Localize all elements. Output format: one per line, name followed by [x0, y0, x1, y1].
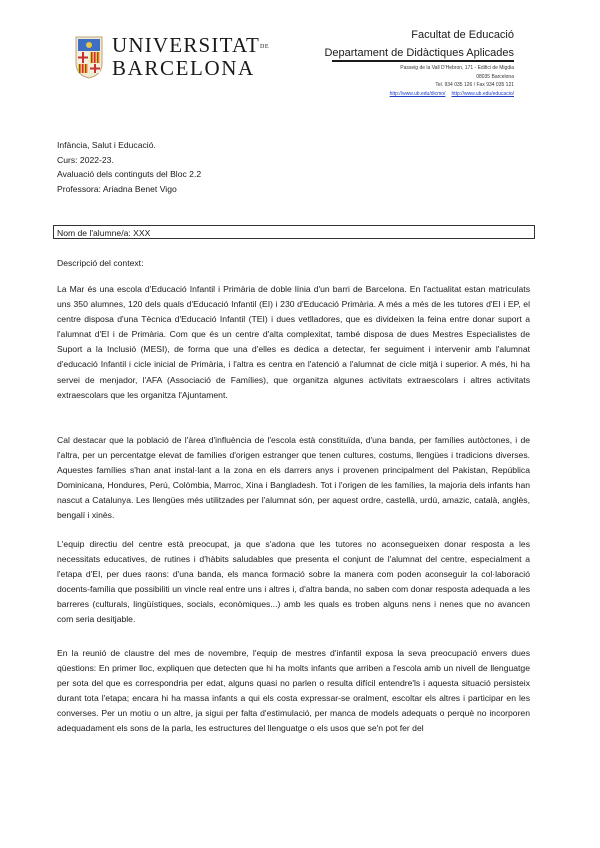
department-name: Departament de Didàctiques Aplicades	[324, 47, 514, 59]
subject-line: Infància, Salut i Educació.	[57, 140, 156, 150]
link-educacio[interactable]: http://www.ub.edu/educacio/	[451, 90, 514, 97]
course-line: Curs: 2022-23.	[57, 154, 114, 165]
context-paragraph-4	[57, 646, 530, 737]
teacher-line: Professora: Ariadna Benet Vigo	[57, 183, 177, 194]
university-logo	[74, 33, 270, 85]
context-paragraph-1	[57, 282, 530, 403]
paragraph-text: En la reunió de claustre del mes de novembre, l'equip de mestres d'infantil exposa la seva preocupació envers dues qüestions: En primer lloc, expliquen que detecten que hi ha molts infants que arriben a l'escola amb un nivell de llenguatge per sota del que es correspondria per edat, alguns quasi no parlen o resulta difícil entendre'ls i aquesta situació persisteix durant tota l'etapa; encara hi ha massa infants a qui els costa expressar-se oralment, escoltar els altres i participar en les converses. Per un motiu o un altre, ja sigui per falta d'estimulació, per manca de models adequats o perquè no incorporen adequadament els sons de la parla, les estructures del llenguatge o els usos que se'n pot fer del	[57, 648, 530, 734]
faculty-name: Facultat de Educació	[411, 29, 514, 41]
context-paragraph-2	[57, 433, 530, 524]
faculty-header	[324, 28, 514, 60]
student-name-field: Nom de l'alumne/a: XXX	[53, 225, 535, 239]
context-heading: Descripció del context:	[57, 258, 144, 268]
university-crest-icon	[74, 33, 104, 79]
header-divider	[332, 60, 514, 62]
address-line-2: 08035 Barcelona	[476, 73, 514, 80]
faculty-address	[390, 64, 514, 98]
logo-line1-suffix: DE	[260, 44, 270, 51]
phone-line: Tel. 934 035 126 / Fax 934 035 121	[435, 82, 514, 89]
paragraph-text: L'equip directiu del centre està preocupat, ja que s'adona que les tutores no aconsegueixen donar resposta a les necessitats educatives, de rutines i d'hàbits saludables que presenta el conjunt de l'alumnat del centre, especialment a l'etapa d'EI, per dues raons: d'una banda, els manca formació sobre la manera com poden aconseguir la col·laboració docents-família que possibiliti un vincle real entre uns i altres i, d'altra banda, no saben com donar resposta adequada a les barreres (culturals, lingüístiques, socials, econòmiques...) amb les quals es troben alguns nens i nenes que no avancen com seria desitjable.	[57, 539, 530, 625]
evaluation-line: Avaluació dels continguts del Bloc 2.2	[57, 169, 202, 179]
address-line-1: Passeig de la Vall D'Hebron, 171 - Edifici de Migdia	[400, 65, 514, 71]
link-dicmo[interactable]: http://www.ub.edu/dicmo/	[389, 90, 446, 97]
logo-line1: UNIVERSITAT	[112, 33, 261, 57]
context-paragraph-3	[57, 537, 530, 628]
paragraph-text: La Mar és una escola d'Educació Infantil i Primària de doble línia d'un barri de Barcelona. En l'actualitat estan matriculats uns 350 alumnes, 120 dels quals d'Educació Infantil (EI) i 230 d'Educació Primària. A més a més de les tutores d'EI i EP, el centre disposa d'una Tècnica d'Educació Infantil (TEI) i dues vetlladores, que es divideixen la feina entre donar suport a l'alumnat d'EI i de Primària. Com que és un centre d'alta complexitat, també disposa de dues Mestres Especialistes de Suport a la Inclusió (MESI), de forma que una d'elles es dedica a detectar, fer seguiment i intervenir amb l'alumnat d'educació Infantil i cicle inicial de Primària, i l'altra es centra en l'atenció a l'alumnat de cicle mitjà i superior. A més, hi ha servei de menjador, l'AFA (Associació de Famílies), que organitza algunes activitats extraescolars i altres activitats extraescolars que les organitza l'Ajuntament.	[57, 284, 530, 400]
paragraph-text: Cal destacar que la població de l'àrea d'influència de l'escola està constituïda, d'una banda, per famílies autòctones, i de l'altra, per un percentatge elevat de famílies d'origen estranger que tenen cultures, costums, llengües i tradicions diverses. Aquestes famílies s'han anat instal·lant a la zona en els darrers anys i provenen principalment del Pakistan, República Dominicana, Hondures, Perú, Colòmbia, Marroc, Xina i Bangladesh. Tot i l'origen de les famílies, la majoria dels infants han nascut a Catalunya. Les llengües més utilitzades per l'alumnat són, per aquest ordre, castellà, urdú, amazic, català, anglès, bengalí i xinès.	[57, 435, 530, 521]
document-meta	[57, 138, 201, 196]
logo-line2: BARCELONA	[112, 56, 255, 80]
